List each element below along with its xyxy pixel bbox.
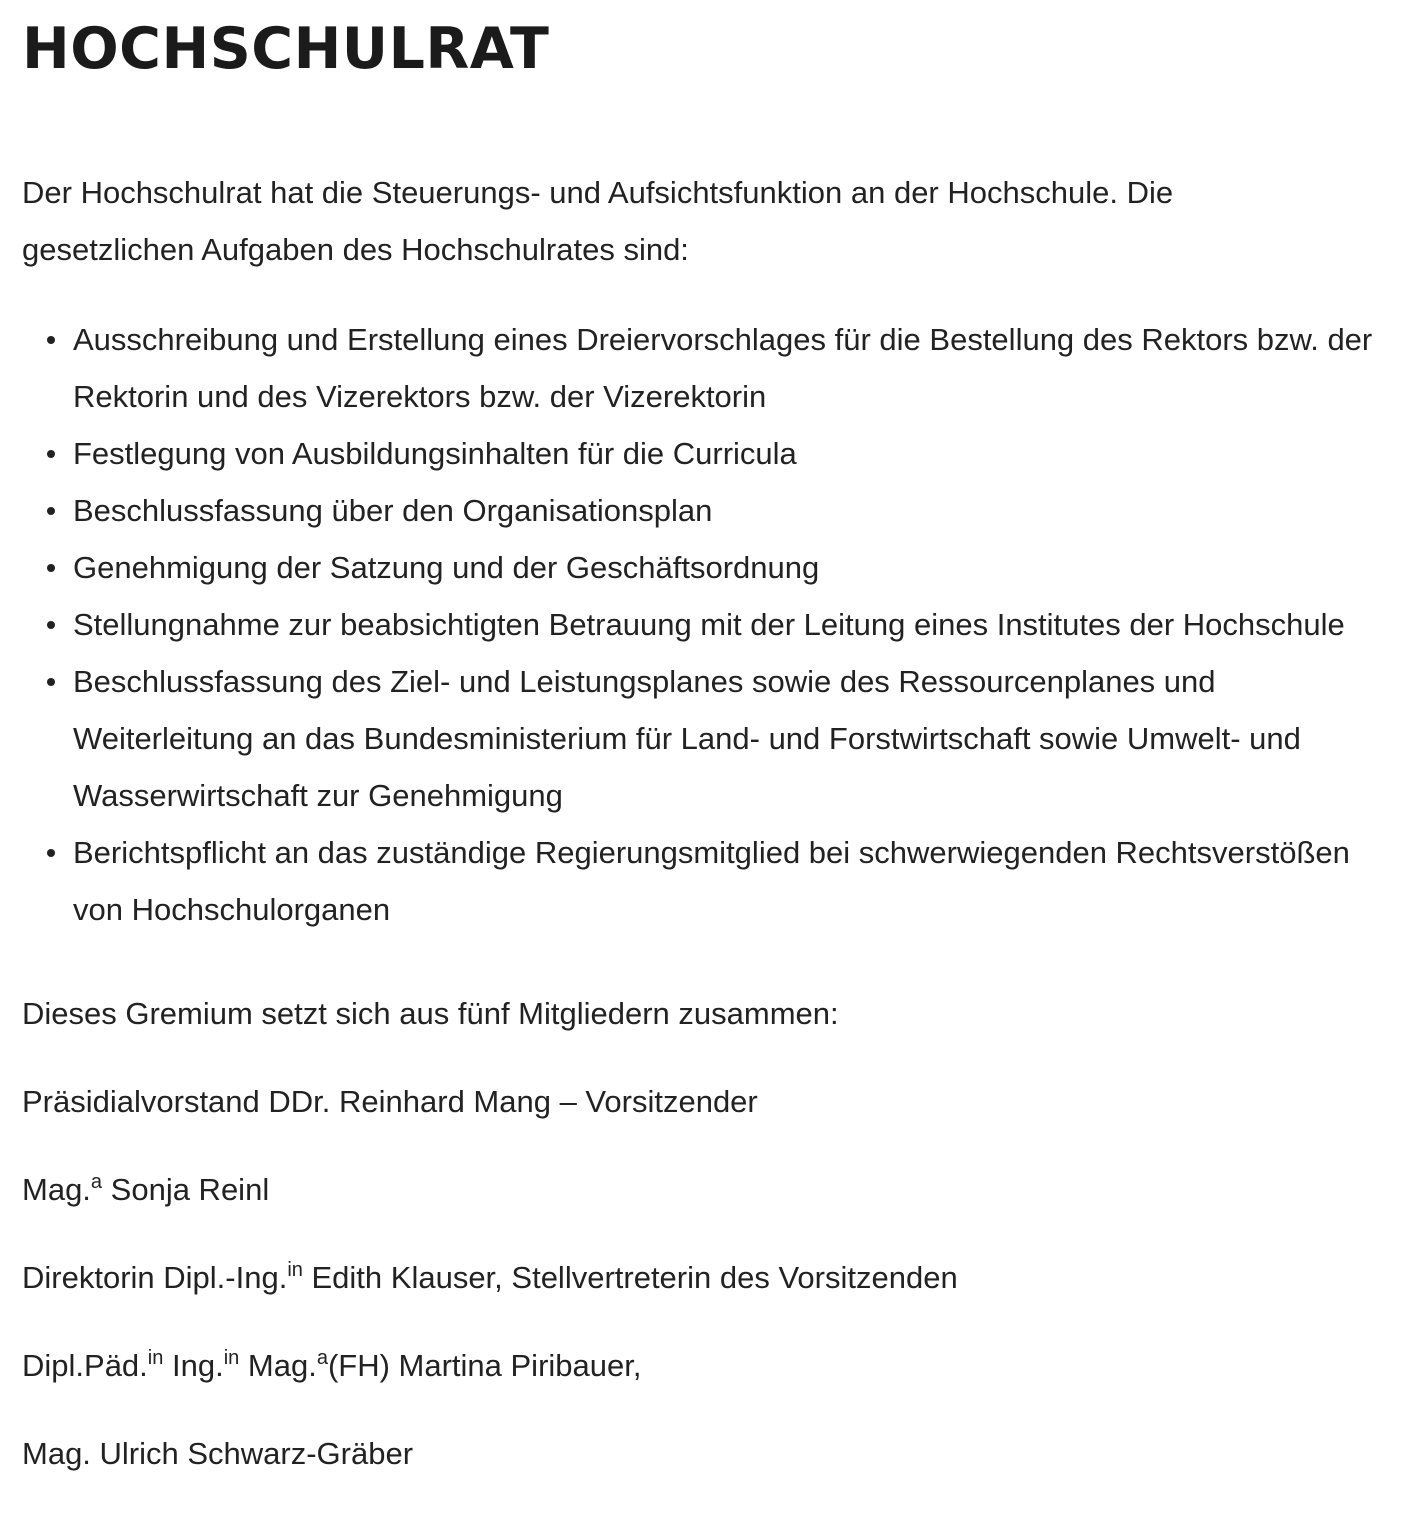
list-item: Genehmigung der Satzung und der Geschäftsordnung xyxy=(73,539,1386,596)
member-chair xyxy=(22,1073,1386,1130)
list-item: Ausschreibung und Erstellung eines Dreiervorschlages für die Bestellung des Rektors bzw. der Rektorin und des Vizerektors bzw. der Vizerektorin xyxy=(73,311,1386,425)
page-title: HOCHSCHULRAT xyxy=(22,16,550,82)
member-name: (FH) Martina Piribauer, xyxy=(327,1348,642,1383)
intro-paragraph: Der Hochschulrat hat die Steuerungs- und Aufsichtsfunktion an der Hochschule. Die gesetzlichen Aufgaben des Hochschulrates sind: xyxy=(22,175,1174,267)
title-superscript: in xyxy=(147,1347,164,1369)
title-superscript: a xyxy=(316,1347,328,1369)
title-superscript: in xyxy=(287,1259,303,1281)
member-name: Sonja Reinl xyxy=(102,1172,270,1207)
member-name: Edith Klauser, Stellvertreterin des Vorsitzenden xyxy=(302,1260,958,1295)
title-superscript: in xyxy=(223,1347,240,1369)
member-schwarz-graeber xyxy=(22,1425,1386,1482)
list-item: Berichtspflicht an das zuständige Regierungsmitglied bei schwerwiegenden Rechtsverstößen von Hochschulorganen xyxy=(73,824,1386,938)
member-title: Dipl.Päd. xyxy=(22,1348,148,1383)
member-name: Präsidialvorstand DDr. Reinhard Mang – Vorsitzender xyxy=(22,1084,758,1119)
member-title: Mag. xyxy=(22,1172,91,1207)
member-title: Mag. xyxy=(239,1348,317,1383)
list-item: Festlegung von Ausbildungsinhalten für die Curricula xyxy=(73,425,1386,482)
list-item: Stellungnahme zur beabsichtigten Betrauung mit der Leitung eines Institutes der Hochschule xyxy=(73,596,1386,653)
title-superscript: a xyxy=(90,1171,103,1193)
task-list xyxy=(22,311,1386,938)
list-item: Beschlussfassung des Ziel- und Leistungsplanes sowie des Ressourcenplanes und Weiterleitung an das Bundesministerium für Land- und Forstwirtschaft sowie Umwelt- und Wasserwirtschaft zur Genehmigung xyxy=(73,653,1386,824)
member-title: Ing. xyxy=(163,1348,224,1383)
member-klauser xyxy=(22,1249,1386,1306)
member-name: Mag. Ulrich Schwarz-Gräber xyxy=(22,1436,414,1471)
composition-text: Dieses Gremium setzt sich aus fünf Mitgliedern zusammen: xyxy=(22,996,839,1031)
member-title: Direktorin Dipl.-Ing. xyxy=(22,1260,288,1295)
member-piribauer xyxy=(22,1337,1386,1394)
list-item: Beschlussfassung über den Organisationsplan xyxy=(73,482,1386,539)
member-reinl xyxy=(22,1161,1386,1218)
